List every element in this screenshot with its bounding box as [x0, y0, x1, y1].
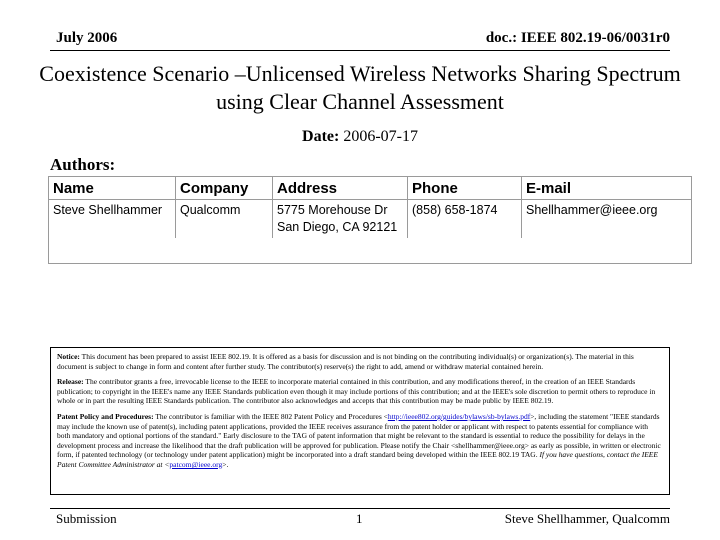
date-value: 2006-07-17 — [343, 128, 418, 145]
column-header-address: Address — [273, 177, 408, 200]
header-date: July 2006 — [56, 30, 118, 46]
patent-paragraph — [57, 412, 663, 470]
footer-page-number: 1 — [356, 511, 363, 526]
authors-heading: Authors: — [50, 155, 116, 174]
notice-paragraph — [57, 352, 663, 371]
author-company: Qualcomm — [176, 200, 273, 239]
address-line-1: 5775 Morehouse Dr — [277, 203, 388, 217]
table-header-row — [49, 177, 691, 200]
author-email: Shellhammer@ieee.org — [526, 203, 658, 217]
date-label: Date: — [302, 128, 340, 145]
column-header-email: E-mail — [522, 177, 692, 200]
address-line-2: San Diego, CA 92121 — [277, 220, 398, 234]
patent-end: >. — [222, 459, 229, 469]
release-label: Release: — [57, 377, 84, 387]
header-doc-id: doc.: IEEE 802.19-06/0031r0 — [485, 30, 670, 46]
table-row — [49, 200, 691, 239]
patent-policy-link[interactable]: http://ieee802.org/guides/bylaws/sb-bylaws.pdf — [387, 411, 531, 421]
author-address — [273, 200, 408, 239]
author-phone: (858) 658-1874 — [408, 200, 522, 239]
patent-text-1: The contributor is familiar with the IEEE 802 Patent Policy and Procedures < — [155, 411, 388, 421]
patent-admin-link[interactable]: patcom@ieee.org — [169, 459, 223, 469]
author-name: Steve Shellhammer — [49, 200, 176, 239]
slide-title: Coexistence Scenario –Unlicensed Wireless Networks Sharing Spectrum using Clear Channel Assessment — [39, 61, 681, 114]
column-header-name: Name — [49, 177, 176, 200]
column-header-phone: Phone — [408, 177, 522, 200]
notice-label: Notice: — [57, 352, 80, 361]
footer-author: Steve Shellhammer, Qualcomm — [504, 511, 670, 526]
footer-divider — [50, 508, 670, 509]
patent-text-2: >, including the statement "IEEE standards may include the known use of patent(s), including patent applications, provided the IEEE receives assurance from the patent holder or applicant with respect to patents essential for compliance with both mandatory and optional portions of the standard." Early disclosure to the TAG of patent information that might be relevant to the standard is essential to reduce the possibility for delays in the development process and increase the likelihood that the draft publication will be approved for publication. Please notify the Chair <shellhammer@ieee.org> as early as possible, in written or electronic form, if patented technology (or technology under patent application) might be incorporated into a draft standard being developed within the IEEE 802.19 TAG. — [57, 411, 661, 460]
notice-text: This document has been prepared to assist IEEE 802.19. It is offered as a basis for discussion and is not binding on the contributing individual(s) or organization(s). The material in this document is subject to change in form and content after further study. The contributor(s) reserve(s) the right to add, amend or withdraw material contained herein. — [57, 352, 634, 371]
release-text: The contributor grants a free, irrevocable license to the IEEE to incorporate material contained in this contribution, and any modifications thereof, in the creation of an IEEE Standards publication; to copyright in the IEEE's name any IEEE Standards publication even though it may include portions of this contribution; and at the IEEE's sole discretion to permit others to reproduce in whole or in part the resulting IEEE Standards publication. The contributor also acknowledges and accepts that this contribution may be made public by IEEE 802.19. — [57, 377, 656, 406]
footer-submission: Submission — [56, 511, 117, 526]
legal-notice-box — [50, 347, 670, 495]
column-header-company: Company — [176, 177, 273, 200]
date-line — [0, 128, 720, 146]
release-paragraph — [57, 377, 663, 406]
patent-label: Patent Policy and Procedures: — [57, 411, 154, 421]
header-divider — [50, 50, 670, 51]
authors-table — [48, 176, 692, 264]
patent-italic-text: If you have questions, contact the IEEE Patent Committee Administrator at < — [57, 450, 658, 469]
